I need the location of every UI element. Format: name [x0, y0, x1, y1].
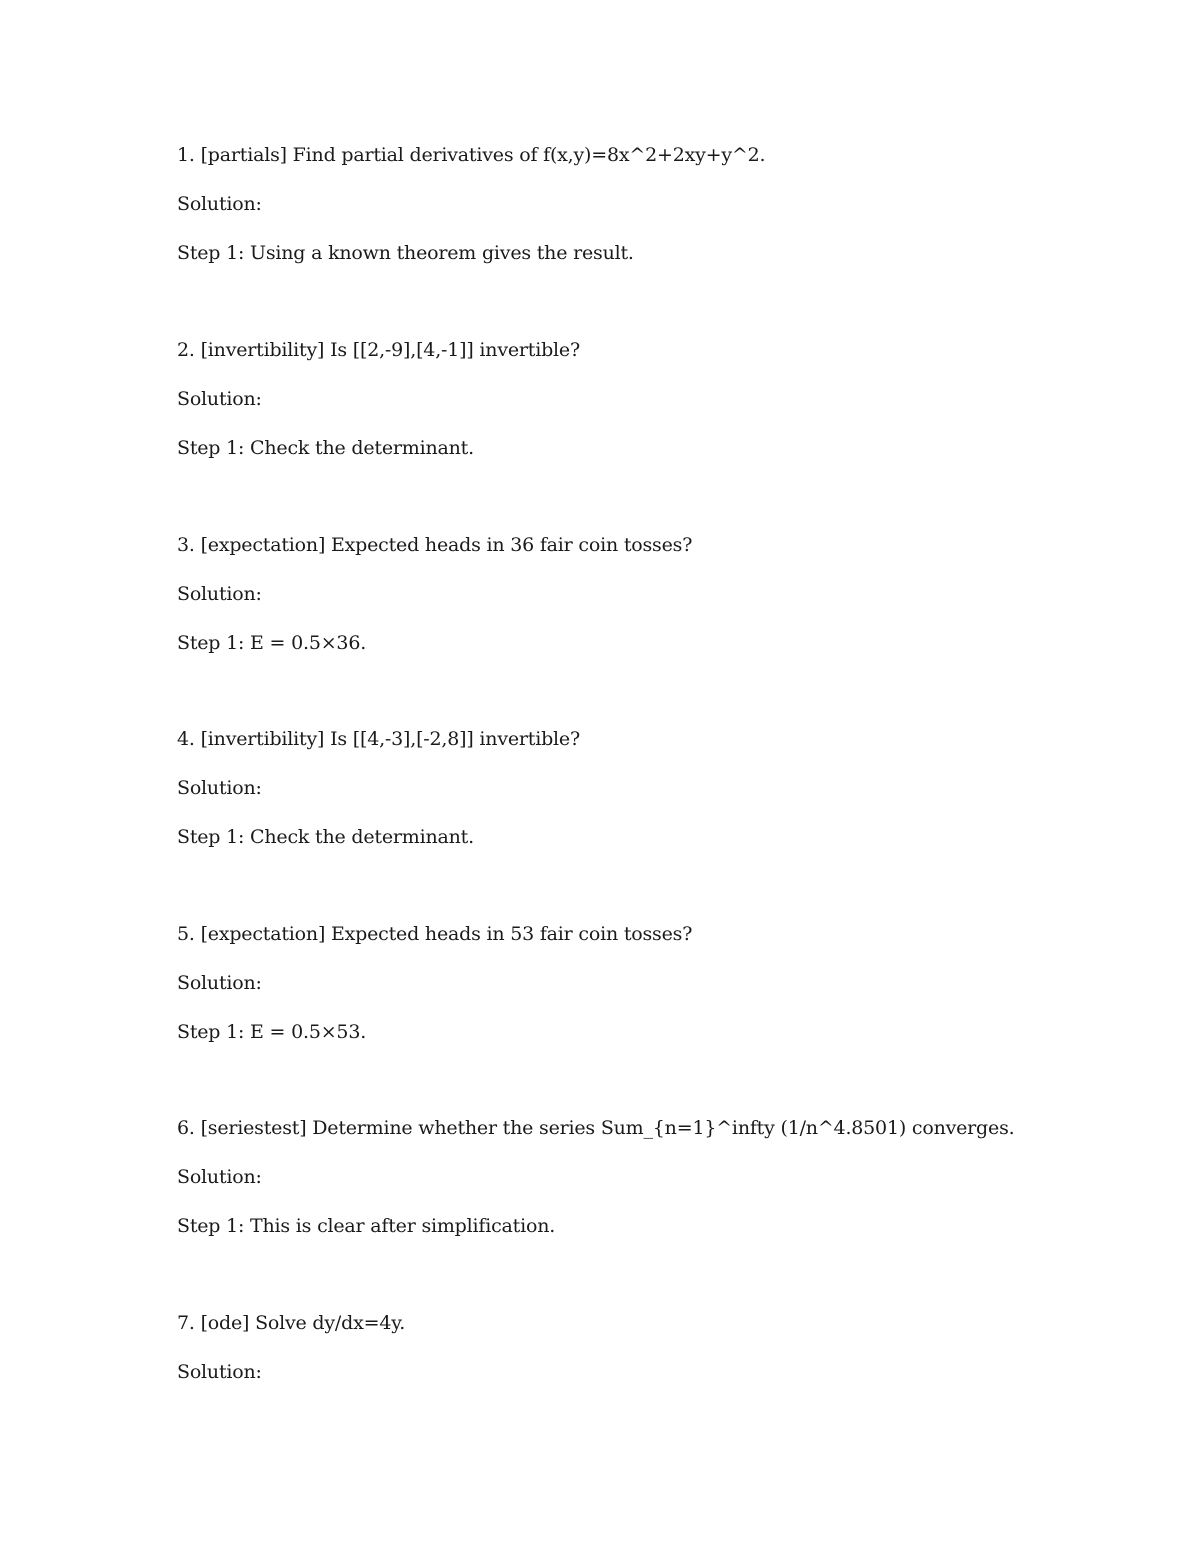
problem-question: 5. [expectation] Expected heads in 53 fair coin tosses?: [177, 923, 693, 945]
solution-label: Solution:: [177, 583, 262, 605]
solution-label: Solution:: [177, 1361, 262, 1383]
solution-label: Solution:: [177, 1166, 262, 1188]
solution-step: Step 1: Using a known theorem gives the result.: [177, 242, 634, 264]
solution-step: Step 1: Check the determinant.: [177, 826, 474, 848]
solution-step: Step 1: Check the determinant.: [177, 437, 474, 459]
solution-step: Step 1: This is clear after simplification.: [177, 1215, 556, 1237]
solution-label: Solution:: [177, 972, 262, 994]
problem-question: 6. [seriestest] Determine whether the series Sum_{n=1}^infty (1/n^4.8501) converges.: [177, 1117, 1015, 1139]
solution-label: Solution:: [177, 777, 262, 799]
solution-step: Step 1: E = 0.5×53.: [177, 1021, 367, 1043]
solution-label: Solution:: [177, 193, 262, 215]
problem-question: 1. [partials] Find partial derivatives of f(x,y)=8x^2+2xy+y^2.: [177, 144, 766, 166]
problem-question: 3. [expectation] Expected heads in 36 fair coin tosses?: [177, 534, 693, 556]
solution-label: Solution:: [177, 388, 262, 410]
solution-step: Step 1: E = 0.5×36.: [177, 632, 367, 654]
problem-question: 7. [ode] Solve dy/dx=4y.: [177, 1312, 406, 1334]
problem-question: 4. [invertibility] Is [[4,-3],[-2,8]] invertible?: [177, 728, 580, 750]
problem-question: 2. [invertibility] Is [[2,-9],[4,-1]] invertible?: [177, 339, 580, 361]
